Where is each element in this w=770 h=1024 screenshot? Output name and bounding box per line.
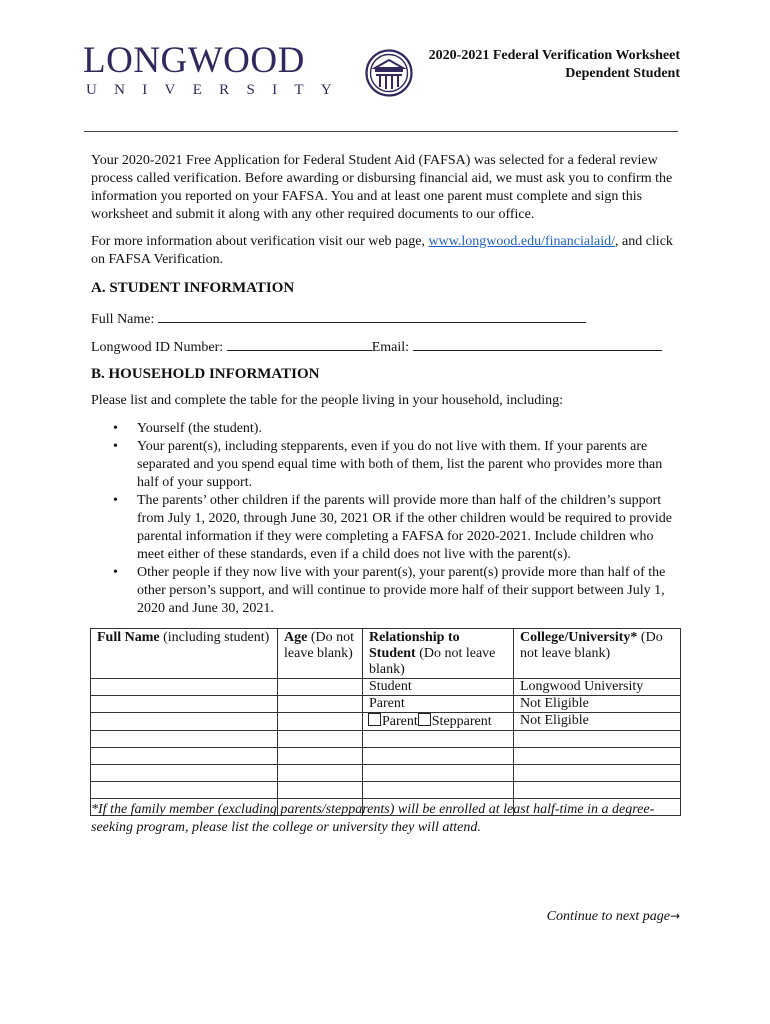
table-footnote: *If the family member (excluding parents/stepparents) will be enrolled at least half-time in a degree-seeking program, please list the college or university they will attend. <box>91 802 655 835</box>
age-cell[interactable] <box>278 765 363 782</box>
bullet-text: Other people if they now live with your parent(s), your parent(s) provide more than half of the other person’s support, and will continue to provide more half of their support between July 1, 2020 and June 30, 2021. <box>137 565 666 616</box>
more-info-paragraph <box>91 233 681 269</box>
more-info-prefix: For more information about verification visit our web page, <box>91 234 429 249</box>
header-relationship <box>363 629 514 679</box>
name-cell[interactable] <box>91 748 278 765</box>
college-cell[interactable] <box>514 731 681 748</box>
table-row <box>91 731 681 748</box>
bullet-text: The parents’ other children if the parents will provide more than half of the children’s support from July 1, 2020, through June 30, 2021 OR if the other children would be required to provide parental information if they were completing a FAFSA for 2020-2021. Include children who meet either of these standards, even if a child does not live with the parent(s). <box>137 493 673 562</box>
relationship-cell[interactable] <box>363 765 514 782</box>
relationship-cell[interactable] <box>363 731 514 748</box>
full-name-field[interactable] <box>158 309 586 323</box>
full-name-label: Full Name: <box>91 312 155 327</box>
household-table <box>90 628 681 816</box>
table-row <box>91 765 681 782</box>
college-cell[interactable] <box>514 782 681 799</box>
age-cell[interactable] <box>278 731 363 748</box>
relationship-cell: Parent <box>363 696 514 713</box>
header-note: (Do not leave blank) <box>369 646 496 677</box>
name-cell[interactable] <box>91 765 278 782</box>
name-cell[interactable] <box>91 731 278 748</box>
header-bold: Age <box>284 630 308 645</box>
college-cell[interactable] <box>514 748 681 765</box>
bullet-text: Yourself (the student). <box>137 421 262 436</box>
stepparent-checkbox[interactable] <box>418 713 431 726</box>
university-seal-icon <box>365 49 413 97</box>
continue-text: Continue to next page <box>546 909 670 924</box>
stepparent-checkbox-label: Stepparent <box>431 714 492 729</box>
table-row <box>91 696 681 713</box>
parent-checkbox[interactable] <box>368 713 381 726</box>
relationship-cell: Student <box>363 679 514 696</box>
section-b-heading: B. HOUSEHOLD INFORMATION <box>91 366 320 382</box>
longwood-id-label: Longwood ID Number: <box>91 340 224 355</box>
logo-subtitle: UNIVERSITY <box>86 82 349 98</box>
household-intro: Please list and complete the table for the people living in your household, including: <box>91 393 564 408</box>
table-row <box>91 679 681 696</box>
age-cell[interactable] <box>278 696 363 713</box>
college-cell: Longwood University <box>514 679 681 696</box>
bullet-item <box>91 492 681 564</box>
document-title <box>429 47 680 83</box>
more-info-suffix: , and click on FAFSA Verification. <box>91 234 673 267</box>
continue-next-page <box>547 909 680 925</box>
header-full-name <box>91 629 278 679</box>
header-note: (including student) <box>159 630 270 645</box>
intro-paragraph: Your 2020-2021 Free Application for Federal Student Aid (FAFSA) was selected for a federal review process called verification. Before awarding or disbursing financial aid, we must ask you to confirm the information you reported on your FAFSA. You and at least one parent must complete and sign this worksheet and submit it along with any other required documents to our office. <box>91 153 673 222</box>
longwood-id-field[interactable] <box>227 337 372 351</box>
financial-aid-link[interactable]: www.longwood.edu/financialaid/ <box>428 234 615 249</box>
name-cell[interactable] <box>91 782 278 799</box>
college-cell: Not Eligible <box>514 713 681 731</box>
bullet-item <box>91 564 681 618</box>
age-cell[interactable] <box>278 713 363 731</box>
college-cell[interactable] <box>514 765 681 782</box>
title-line-1: 2020-2021 Federal Verification Worksheet <box>428 48 680 63</box>
bullet-icon: • <box>113 421 118 436</box>
relationship-cell[interactable] <box>363 782 514 799</box>
table-row <box>91 782 681 799</box>
email-label: Email: <box>371 340 410 355</box>
relationship-cell[interactable] <box>363 748 514 765</box>
bullet-icon: • <box>113 439 118 454</box>
header-bold: Full Name <box>97 630 160 645</box>
title-line-2: Dependent Student <box>565 66 680 81</box>
bullet-icon: • <box>113 565 118 580</box>
age-cell[interactable] <box>278 679 363 696</box>
bullet-item <box>91 420 681 438</box>
bullet-icon: • <box>113 493 118 508</box>
table-row <box>91 713 681 731</box>
header-note: (Do not leave blank) <box>520 630 663 661</box>
email-field[interactable] <box>413 337 662 351</box>
bullet-item <box>91 438 681 492</box>
relationship-cell <box>363 713 514 731</box>
table-row <box>91 748 681 765</box>
header-divider <box>84 131 678 132</box>
header-bold: College/University* <box>520 630 638 645</box>
id-email-field-row <box>91 337 662 357</box>
logo-wordmark: LONGWOOD <box>83 40 305 81</box>
name-cell[interactable] <box>91 679 278 696</box>
household-bullet-list <box>91 420 681 618</box>
bullet-text: Your parent(s), including stepparents, even if you do not live with them. If your parents are separated and you spend equal time with both of them, list the parent who provides more than half of your support. <box>137 439 663 490</box>
full-name-field-row <box>91 309 586 329</box>
header-age <box>278 629 363 679</box>
parent-checkbox-label: Parent <box>382 714 418 729</box>
table-header-row <box>91 629 681 679</box>
section-a-heading: A. STUDENT INFORMATION <box>91 280 295 296</box>
name-cell[interactable] <box>91 696 278 713</box>
header-note: (Do not leave blank) <box>284 630 354 661</box>
age-cell[interactable] <box>278 748 363 765</box>
college-cell: Not Eligible <box>514 696 681 713</box>
header-college <box>514 629 681 679</box>
age-cell[interactable] <box>278 782 363 799</box>
name-cell[interactable] <box>91 713 278 731</box>
header-bold: Relationship to Student <box>369 630 460 661</box>
arrow-right-icon: → <box>669 909 680 923</box>
